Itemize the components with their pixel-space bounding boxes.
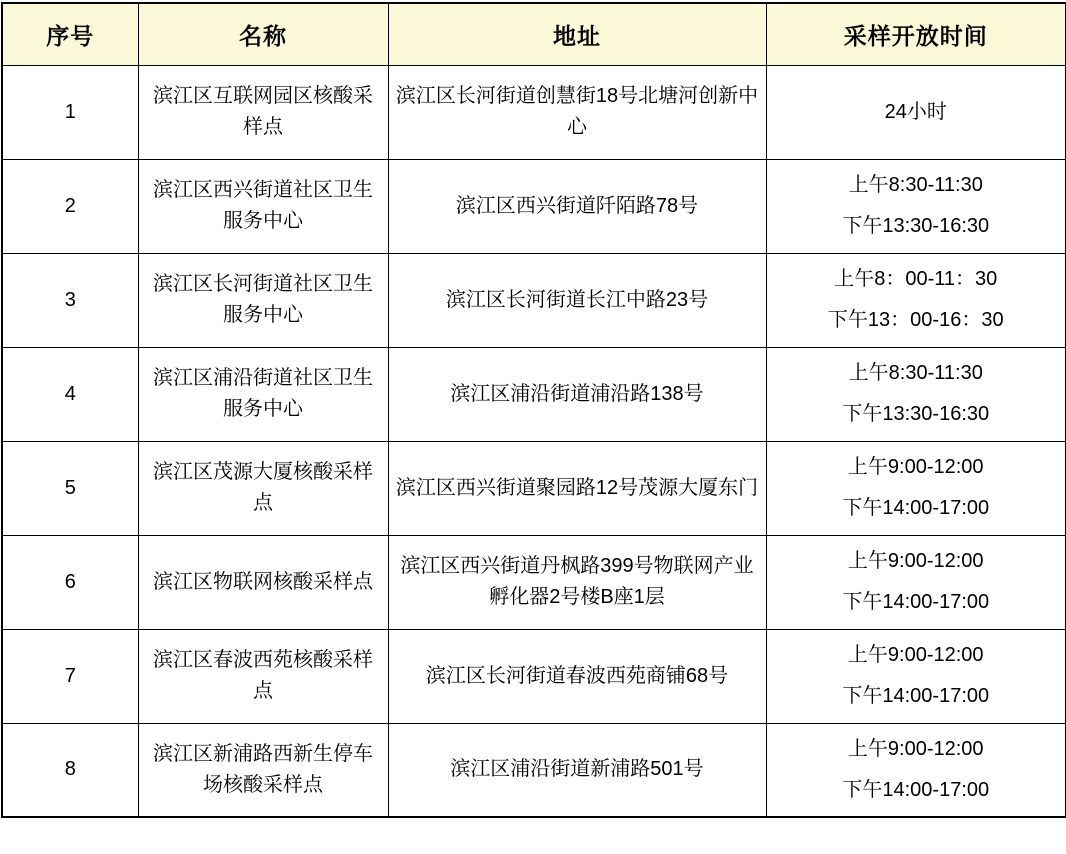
cell-address: 滨江区长河街道春波西苑商铺68号	[388, 629, 766, 723]
time-line-morning: 上午8:30-11:30	[848, 174, 983, 196]
cell-address: 滨江区浦沿街道新浦路501号	[388, 723, 766, 817]
cell-index: 5	[2, 441, 138, 535]
time-line-afternoon: 下午14:00-17:00	[842, 685, 990, 707]
table-row	[2, 629, 1066, 723]
cell-name: 滨江区茂源大厦核酸采样点	[138, 441, 388, 535]
time-line-afternoon: 下午13：00-16：30	[827, 309, 1004, 331]
cell-time	[766, 347, 1066, 441]
column-header-time: 采样开放时间	[766, 3, 1066, 65]
cell-address: 滨江区西兴街道阡陌路78号	[388, 159, 766, 253]
cell-name: 滨江区互联网园区核酸采样点	[138, 65, 388, 159]
time-line-morning: 上午8：00-11：30	[834, 268, 998, 290]
column-header-address: 地址	[388, 3, 766, 65]
cell-name: 滨江区长河街道社区卫生服务中心	[138, 253, 388, 347]
time-line-afternoon: 下午14:00-17:00	[842, 591, 990, 613]
time-line-morning: 上午9:00-12:00	[847, 550, 984, 572]
column-header-index: 序号	[2, 3, 138, 65]
cell-address: 滨江区长河街道创慧街18号北塘河创新中心	[388, 65, 766, 159]
document-sheet	[0, 2, 1066, 854]
cell-time	[766, 535, 1066, 629]
cell-address: 滨江区浦沿街道浦沿路138号	[388, 347, 766, 441]
time-line-afternoon: 下午13:30-16:30	[842, 215, 990, 237]
cell-index: 2	[2, 159, 138, 253]
time-line-morning: 上午9:00-12:00	[847, 456, 984, 478]
cell-index: 6	[2, 535, 138, 629]
cell-name: 滨江区物联网核酸采样点	[138, 535, 388, 629]
cell-index: 8	[2, 723, 138, 817]
time-line-afternoon: 下午14:00-17:00	[842, 778, 990, 801]
time-line-morning: 上午9:00-12:00	[847, 644, 984, 666]
time-line-afternoon: 下午14:00-17:00	[842, 497, 990, 519]
cell-time	[766, 441, 1066, 535]
cell-name: 滨江区新浦路西新生停车场核酸采样点	[138, 723, 388, 817]
table-header-row	[2, 3, 1066, 65]
time-line-morning: 上午9:00-12:00	[847, 737, 984, 760]
cell-index: 1	[2, 65, 138, 159]
cell-time	[766, 159, 1066, 253]
cell-index: 3	[2, 253, 138, 347]
cell-time	[766, 629, 1066, 723]
table-row	[2, 723, 1066, 817]
cell-time	[766, 65, 1066, 159]
sampling-sites-table	[1, 2, 1066, 818]
table-body	[2, 65, 1066, 817]
cell-name: 滨江区浦沿街道社区卫生服务中心	[138, 347, 388, 441]
time-line-morning: 24小时	[884, 100, 947, 123]
table-row	[2, 441, 1066, 535]
cell-name: 滨江区西兴街道社区卫生服务中心	[138, 159, 388, 253]
cell-index: 7	[2, 629, 138, 723]
cell-time	[766, 253, 1066, 347]
cell-time	[766, 723, 1066, 817]
table-row	[2, 347, 1066, 441]
cell-index: 4	[2, 347, 138, 441]
table-row	[2, 65, 1066, 159]
cell-name: 滨江区春波西苑核酸采样点	[138, 629, 388, 723]
table-row	[2, 159, 1066, 253]
time-line-morning: 上午8:30-11:30	[848, 362, 983, 384]
column-header-name: 名称	[138, 3, 388, 65]
cell-address: 滨江区西兴街道聚园路12号茂源大厦东门	[388, 441, 766, 535]
time-line-afternoon: 下午13:30-16:30	[842, 403, 990, 425]
table-row	[2, 253, 1066, 347]
cell-address: 滨江区西兴街道丹枫路399号物联网产业孵化器2号楼B座1层	[388, 535, 766, 629]
table-row	[2, 535, 1066, 629]
cell-address: 滨江区长河街道长江中路23号	[388, 253, 766, 347]
table-header	[2, 3, 1066, 65]
